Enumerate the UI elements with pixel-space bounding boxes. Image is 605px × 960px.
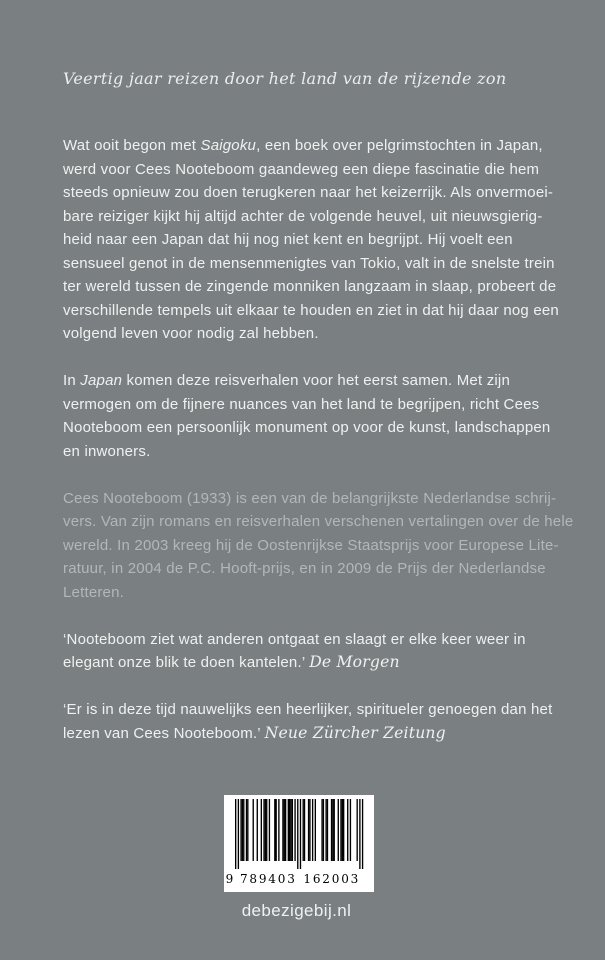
- text-line: Wat ooit begon met Saigoku, een boek over pelgrimstochten in Japan,: [63, 137, 543, 154]
- author-bio: [63, 487, 574, 605]
- synopsis-paragraph-2: [63, 369, 563, 463]
- text-line: Letteren.: [63, 583, 125, 601]
- text-line: ‘Er is in deze tijd nauwelijks een heerlijker, spiritueler genoegen dan het: [63, 701, 553, 718]
- text-line: steeds opnieuw zou doen terugkeren naar het keizerrijk. Als onvermoei-: [63, 184, 554, 201]
- text-line: bare reiziger kijkt hij altijd achter de volgende heuvel, uit nieuwsgierig-: [63, 207, 543, 225]
- text-line: verschillende tempels uit elkaar te houden en ziet in dat hij daar nog een: [63, 301, 559, 319]
- text-line: Nooteboom een persoonlijk monument op voor de kunst, landschappen: [63, 419, 551, 436]
- text-line: volgend leven voor nodig zal hebben.: [63, 325, 319, 342]
- text-line: sensueel genot in de mensenmenigtes van Tokio, valt in de snelste trein: [63, 254, 555, 272]
- text-line: ‘Nooteboom ziet wat anderen ontgaat en slaagt er elke keer weer in: [63, 630, 526, 648]
- press-quote-1: [63, 628, 563, 675]
- text-line: elegant onze blik te doen kantelen.’ De Morgen: [63, 653, 400, 671]
- text-blocks: [63, 134, 574, 769]
- text-line: en inwoners.: [63, 442, 151, 460]
- text-line: heid naar een Japan dat hij nog niet kent en begrijpt. Hij voelt een: [63, 231, 513, 248]
- text-line: In Japan komen deze reisverhalen voor het eerst samen. Met zijn: [63, 372, 511, 389]
- text-line: Cees Nooteboom (1933) is een van de belangrijkste Nederlandse schrij-: [63, 489, 557, 507]
- text-line: werd voor Cees Nooteboom gaandeweg een diepe fascinatie die hem: [63, 160, 540, 178]
- text-line: vermogen om de fijnere nuances van het land te begrijpen, richt Cees: [63, 395, 540, 413]
- barcode-box: [224, 795, 374, 892]
- text-line: ter wereld tussen de zingende monniken langzaam in slaap, probeert de: [63, 278, 557, 295]
- text-line: lezen van Cees Nooteboom.’ Neue Zürcher Zeitung: [63, 723, 446, 742]
- synopsis-paragraph-1: [63, 134, 563, 346]
- text-line: wereld. In 2003 kreeg hij de Oostenrijkse Staatsprijs voor Europese Lite-: [63, 536, 559, 554]
- text-line: ratuur, in 2004 de P.C. Hooft-prijs, en in 2009 de Prijs der Nederlandse: [63, 560, 546, 577]
- tagline: Veertig jaar reizen door het land van de rijzende zon: [63, 69, 507, 88]
- press-quote-2: [63, 698, 563, 745]
- ean-barcode: [224, 795, 374, 892]
- text-line: vers. Van zijn romans en reisverhalen verschenen vertalingen over de hele: [63, 513, 574, 530]
- publisher-url: debezigebij.nl: [241, 901, 352, 920]
